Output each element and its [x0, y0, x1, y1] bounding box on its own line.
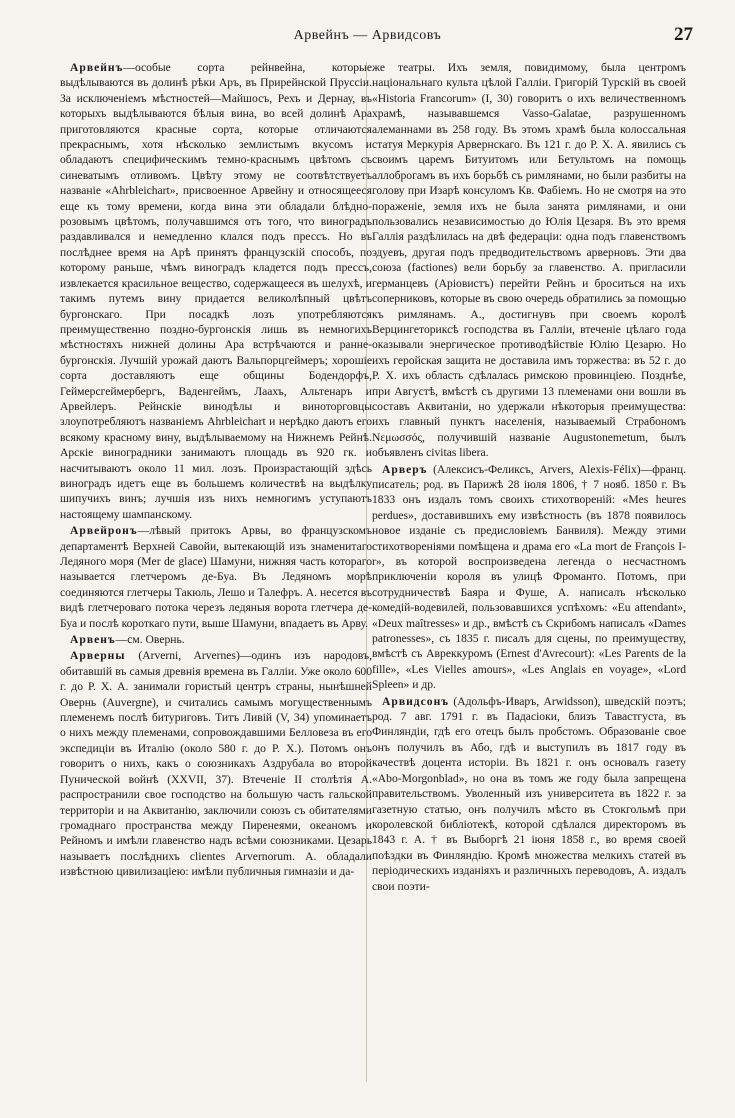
entry-arveyn: [60, 60, 372, 522]
entry-headword: Арвейнъ: [70, 61, 124, 74]
entry-arvidson: [372, 694, 686, 894]
entry-text: —особые сорта рейнвейна, которые выдѣлываются въ долинѣ рѣки Аръ, въ Прирейнской Пруссіи. За исключеніемъ мѣстностей—Майшосъ, Рехъ и Дернау, въ которыхъ выдѣлываются бѣлыя вина, во всей долинѣ Ара приготовляются красные сорта, которые отличаются прекраснымъ, хотя нѣсколько землистымъ вкусомъ и обладаютъ специфическимъ темно-краснымъ цвѣтомъ съ синеватымъ отливомъ. Цвѣту этому не соотвѣтствуетъ названіе «Ahrbleichart», присвоенное Арвейну и относящееся еще къ тому времени, когда вина эти обладали блѣдно-розовымъ цвѣтомъ, получавшимся отъ того, что виноградъ раздавливался и немедленно клался подъ прессъ. Но въ послѣднее время на Арѣ принятъ французскій способъ, по которому раньше, чѣмъ виноградъ кладется подъ прессъ, извлекается красильное вещество, содержащееся въ шелухѣ, и такимъ путемъ вину придается великолѣпный цвѣтъ бургонскаго. При посадкѣ лозъ употребляются преимущественно поздно-бургонскія лишь въ немногихъ мѣстностяхъ нижней долины Ара встрѣчаются и ранне-бургонскія. Лучшій урожай даютъ Вальпорцгеймеръ; хорошіе сорта доставляютъ еще общины Бодендорфъ, Геймерсгеймербергъ, Ваденгеймъ, Лаахъ, Альтенаръ и Арвейлеръ. Рейнскіе винодѣлы и виноторговцы злоупотребляютъ названіемъ Ahrbleichart и нерѣдко даютъ его всякому красному вину, выдѣлываемому на Нижнемъ Рейнѣ. Арскіе виноградники занимаютъ площадь въ 920 гк. и насчитываютъ около 11 мил. лозъ. Произрастающій здѣсь виноградъ идетъ еще въ большемъ количествѣ на выдѣлку шипучихъ винъ; лучшія изъ нихъ немногимъ уступаютъ настоящему шампанскому.: [60, 61, 372, 521]
entry-arver: [372, 462, 686, 693]
right-column: [372, 60, 686, 1090]
entry-text: —см. Овернь.: [115, 633, 185, 647]
entry-arveyron: [60, 523, 372, 631]
entry-arverny-continued: [372, 60, 686, 461]
entry-text: же театры. Ихъ земля, повидимому, была центромъ національнаго культа цѣлой Галліи. Григорій Турскій въ своей «Historia Francorum» (I, 30) говоритъ о ихъ величественномъ храмѣ, называвшемся Vasso-Galatae, разрушенномъ алеманнами въ 258 году. Въ этомъ храмѣ была колоссальная статуя Меркурія Арвернскаго. Въ 121 г. до Р. Х. А. явились съ своимъ царемъ Битуитомъ или Бетультомъ на помощь аллоброгамъ въ ихъ борьбѣ съ римлянами, но были разбиты на голову при Изарѣ консуломъ Кв. Фабіемъ. Но не смотря на это пораженіе, земля ихъ не была занята римлянами, и они пользовались независимостью до Юлія Цезаря. Въ это время Галлія раздѣлилась на двѣ федераціи: одна подъ главенствомъ эдуевъ, другая подъ предводительствомъ арверновъ. Эти два союза (factiones) вели борьбу за главенство. А. пригласили германцевъ (Аріовистъ) перейти Рейнъ и броситься на ихъ соперниковъ, которые въ свою очередь обратились за помощью къ римлянамъ. А., достигнувъ при своемъ королѣ Верцингеториксѣ господства въ Галліи, втеченіе цѣлаго года оказывали энергическое противодѣйствіе Юлію Цезарю. Но ихъ геройская защита не доставила имъ торжества: въ 52 г. до Р. Х. ихъ область сдѣлалась римскою провинціею. Позднѣе, при Августѣ, вмѣстѣ съ другими 13 племенами они вошли въ составъ Аквитаніи, но удержали нѣкоторыя преимущества: ихъ главный пунктъ населенія, называемый Страбономъ Νεμωσσός, получившій названіе Augustonemetum, былъ объявленъ civitas libera.: [372, 61, 686, 460]
page-number: 27: [674, 24, 693, 45]
running-title: Арвейнъ — Арвидсовъ: [293, 28, 442, 43]
entry-headword: Арвенъ: [70, 633, 116, 647]
entry-arverny: [60, 648, 372, 879]
entry-text: —лѣвый притокъ Арвы, во французскомъ департаментѣ Верхней Савойи, вытекающій изъ знаменитаго Ледяного моря (Mer de glace) Шамуни, нижняя часть котораго называется глетчеромъ де-Буа. Въ Ледяномъ морѣ соединяются глетчеры Такюль, Лешо и Талефръ. А. несется въ видѣ глетчероваго потока черезъ ледяныя ворота глетчера де-Буа и послѣ короткаго пути, выше Шамуни, впадаетъ въ Арву.: [60, 524, 372, 630]
entry-headword: Арвидсонъ: [382, 694, 450, 708]
entry-headword: Арвейронъ: [70, 524, 138, 538]
page-header: [0, 24, 735, 52]
entry-text: (Arverni, Arvernes)—одинъ изъ народовъ, обитавшій въ самыя древнія времена въ Галліи. Уже около 600 г. до Р. Х. А. занимали гористый центръ страны, нынѣшней Овернь (Auvergne), и считались самымъ могущественнымъ племенемъ послѣ битуриговъ. Титъ Ливій (V, 34) упоминаетъ о нихъ между племенами, сопровождавшими Белловеза въ его экспедиціи въ Италію (около 580 г. до Р. Х.). Потомъ онъ говоритъ о нихъ, какъ о союзникахъ Аздрубала во второй Пунической войнѣ (XXVII, 37). Втеченіе II столѣтія А. распространили свое господство на большую часть гальской территоріи и на Аквитанію, заключили союзъ съ обитателями громаднаго пространства между Пиренеями, океаномъ и Рейномъ и имѣли главенство надъ всѣми союзниками. Цезарь называетъ послѣднихъ clientes Arvernorum. А. обладали извѣстною цивилизаціею: имѣли публичныя гимназіи и да-: [60, 649, 372, 879]
entry-text: (Адольфъ-Иваръ, Arwidsson), шведскій поэтъ; род. 7 авг. 1791 г. въ Падасіоки, близъ Тавастгуста, въ Финляндіи, гдѣ его отецъ былъ пробстомъ. Образованіе свое онъ получилъ въ Або, гдѣ и выступилъ въ 1817 году въ качествѣ доцента исторіи. Въ 1821 г. онъ основалъ газету «Abo-Morgonblad», но она въ томъ же году была запрещена правительствомъ. Уволенный изъ университета въ 1822 г. за газетную статью, онъ получилъ мѣсто въ Стокгольмѣ при королевской библіотекѣ, которой сдѣлался директоромъ въ 1843 г. А. † въ Выборгѣ 21 іюня 1858 г., во время своей поѣздки въ Финляндію. Кромѣ множества мелкихъ статей въ періодическихъ изданіяхъ и различныхъ переводовъ, А. издалъ свои поэти-: [372, 694, 686, 893]
entry-headword: Арверны: [70, 649, 126, 663]
entry-text: (Алексисъ-Феликсъ, Arvers, Alexis-Félix)—франц. писатель; род. въ Парижѣ 28 іюля 1806, † 7 нояб. 1850 г. Въ 1833 онъ издалъ томъ своихъ стихотвореній: «Mes heures perdues», доставившихъ ему извѣстность (въ 1878 появилось новое изданіе съ предисловіемъ Банвиля). Между этими стихотвореніями помѣщена и драма его «La mort de François I-r», въ которой воспроизведена легенда о несчастномъ приключеніи короля въ улицѣ Фромантo. Потомъ, при сотрудничествѣ Баяра и Фуше, А. написалъ нѣсколько комедій-водевилей, пользовавшихся успѣхомъ: «Eu attendant», «Deux maîtresses» и др., вмѣстѣ съ Скрибомъ написалъ «Dames patronesses», съ 1835 г. писалъ для сцены, по преимуществу, вмѣстѣ съ Авреккуромъ (Ernest d'Avrecourt): «Les Parents de la fille», «Les Vielles amours», «Les Anglais en voyage», «Lord Spleen» и др.: [372, 462, 686, 692]
left-column: [60, 60, 372, 1090]
entry-headword: Арверъ: [382, 462, 428, 476]
entry-arven: [60, 632, 372, 647]
